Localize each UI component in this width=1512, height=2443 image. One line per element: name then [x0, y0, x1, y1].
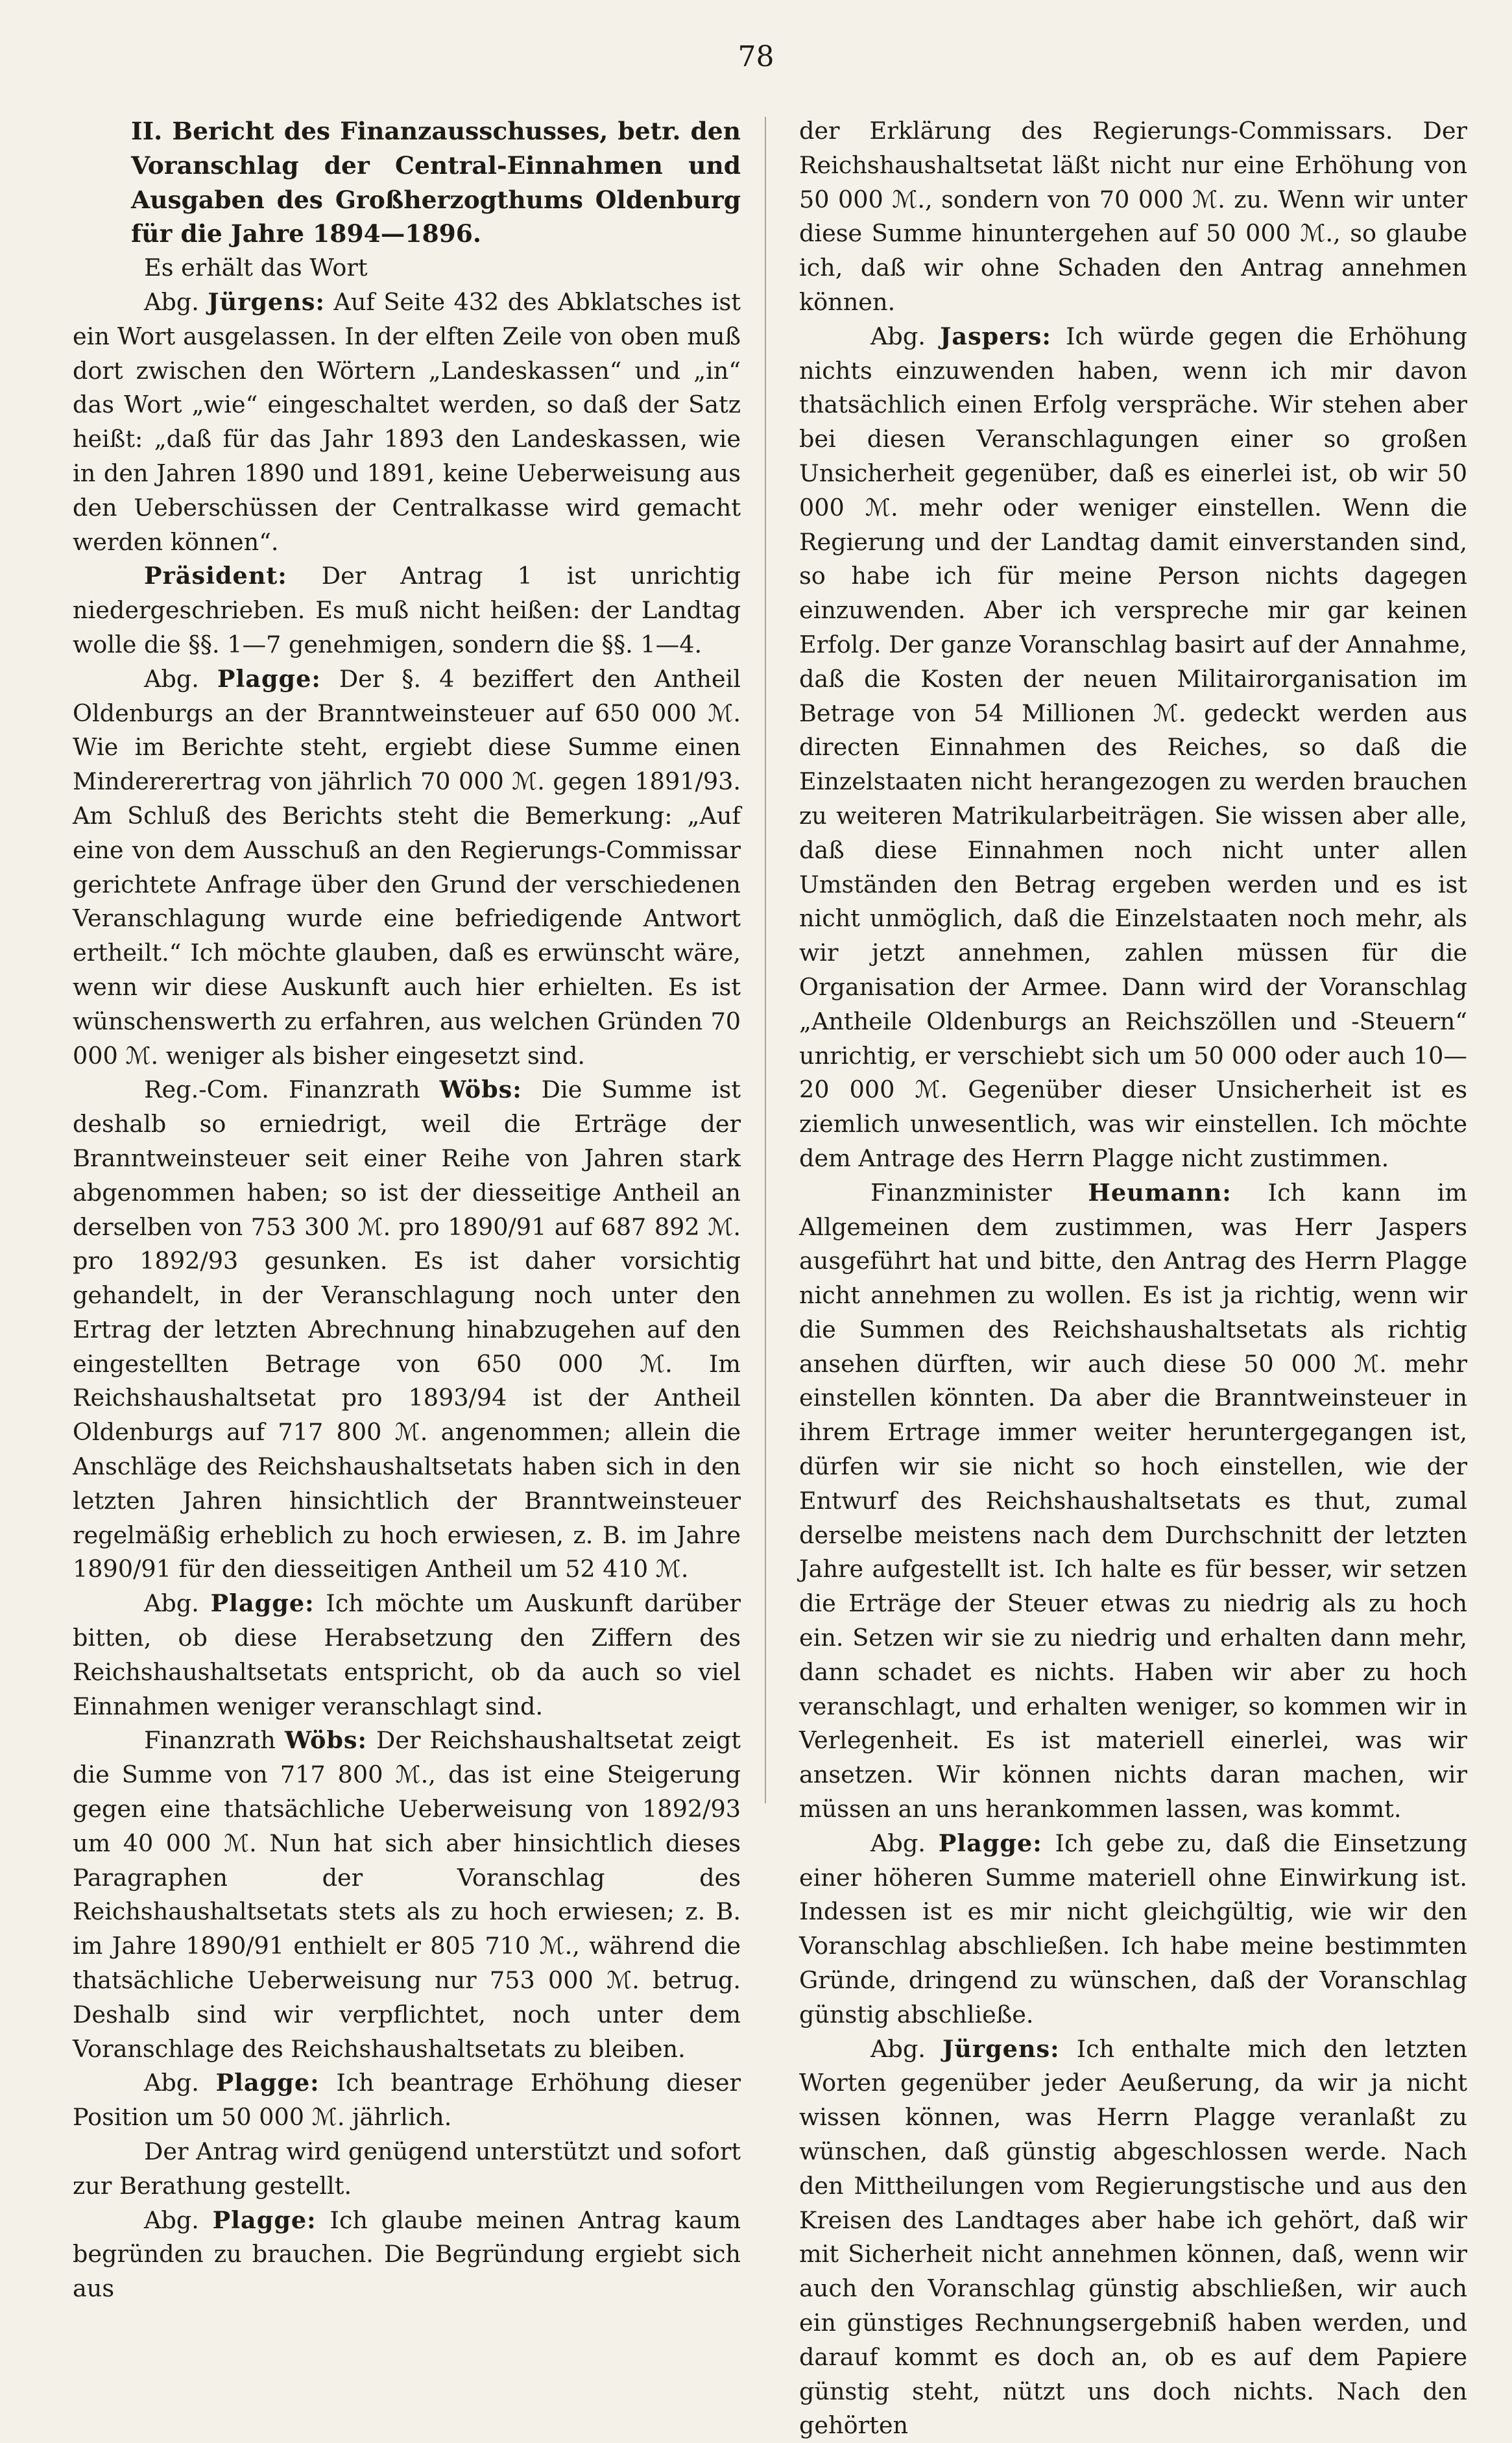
speaker-name: Wöbs:	[284, 1726, 368, 1755]
speech-text: Der Antrag 1 ist unrichtig niedergeschrieben. Es muß nicht heißen: der Landtag wolle die §§. 1—7 genehmigen, sondern die §§. 1—4.	[73, 562, 741, 658]
speaker-title: Abg.	[144, 1589, 211, 1618]
text-paragraph: Der Antrag wird genügend unterstützt und sofort zur Berathung gestellt.	[73, 2137, 741, 2200]
speech-text: Ich würde gegen die Erhöhung nichts einzuwenden haben, wenn ich mir davon thatsächlich einen Erfolg verspräche. Wir stehen aber bei diesen Veranschlagungen einer so großen Unsicherheit gegenüber, daß es einerlei ist, ob wir 50 000 ℳ. mehr oder weniger einstellen. Wenn die Regierung und der Landtag damit einverstanden sind, so habe ich für meine Person nichts dagegen einzuwenden. Aber ich verspreche mir gar keinen Erfolg. Der ganze Voranschlag basirt auf der Annahme, daß die Kosten der neuen Militairorganisation im Betrage von 54 Millionen ℳ. gedeckt werden aus directen Einnahmen des Reiches, so daß die Einzelstaaten nicht herangezogen zu werden brauchen zu weiteren Matrikularbeiträgen. Sie wissen aber alle, daß diese Einnahmen noch nicht unter allen Umständen den Betrag ergeben werden und es ist nicht unmöglich, daß die Einzelstaaten noch mehr, als wir jetzt annehmen, zahlen müssen für die Organisation der Armee. Dann wird der Voranschlag „Antheile Oldenburgs an Reichszöllen und -Steuern“ unrichtig, er verschiebt sich um 50 000 oder auch 10—20 000 ℳ. Gegenüber dieser Unsicherheit ist es ziemlich unwesentlich, was wir einstellen. Ich möchte dem Antrage des Herrn Plagge nicht zustimmen.	[799, 322, 1468, 1172]
right-column	[799, 114, 1467, 2443]
left-column	[73, 114, 741, 2306]
speaker-title: Finanzminister	[870, 1178, 1088, 1207]
speech-text: Ich glaube meinen Antrag kaum begründen zu brauchen. Die Begründung ergiebt sich aus	[73, 2206, 741, 2303]
speaker-title: Abg.	[870, 1829, 939, 1857]
speech-text: Auf Seite 432 des Abklatsches ist ein Wort ausgelassen. In der elften Zeile von oben muß dort zwischen den Wörtern „Landeskassen“ und „in“ das Wort „wie“ eingeschaltet werden, so daß der Satz heißt: „daß für das Jahr 1893 den Landeskassen, wie in den Jahren 1890 und 1891, keine Ueberweisung aus den Ueberschüssen der Centralkasse wird gemacht werden können“.	[73, 287, 741, 556]
speaker-title: Abg.	[144, 2069, 216, 2097]
speaker-title: Abg.	[144, 287, 208, 316]
speech-paragraph	[73, 1724, 741, 2066]
speech-paragraph	[73, 2204, 741, 2306]
speaker-title: Abg.	[870, 322, 941, 350]
speech-text: Ich gebe zu, daß die Einsetzung einer höheren Summe materiell ohne Einwirkung ist. Indessen ist es mir nicht gleichgültig, wie wir den Voranschlag abschließen. Ich habe meine bestimmten Gründe, dringend zu wünschen, daß der Voranschlag günstig abschließe.	[799, 1829, 1468, 2028]
speaker-title: Abg.	[870, 2034, 942, 2063]
text-paragraph: Es erhält das Wort	[144, 254, 368, 282]
speech-text: Ich enthalte mich den letzten Worten gegenüber jeder Aeußerung, da wir ja nicht wissen können, was Herrn Plagge veranlaßt zu wünschen, daß günstig abgeschlossen werde. Nach den Mittheilungen vom Regierungstische und aus den Kreisen des Landtages aber habe ich gehört, daß wir mit Sicherheit nicht annehmen können, daß, wenn wir auch den Voranschlag günstig abschließen, wir auch ein günstiges Rechnungsergebniß haben werden, und darauf kommt es doch an, ob es auf dem Papiere günstig steht, nützt uns doch nichts. Nach den gehörten	[799, 2034, 1468, 2440]
speaker-name: Plagge:	[215, 2069, 320, 2097]
speech-paragraph	[799, 320, 1467, 1176]
column-divider	[765, 117, 766, 1803]
speaker-name: Jürgens:	[208, 287, 326, 316]
speaker-name: Plagge:	[212, 2206, 317, 2234]
speech-text: Ich kann im Allgemeinen dem zustimmen, was Herr Jaspers ausgeführt hat und bitte, den Antrag des Herrn Plagge nicht annehmen zu wollen. Es ist ja richtig, wenn wir die Summen des Reichshaushaltsetats als richtig ansehen dürften, wir auch diese 50 000 ℳ. mehr einstellen könnten. Da aber die Branntweinsteuer in ihrem Ertrage immer weiter heruntergegangen ist, dürfen wir sie nicht so hoch einstellen, wie der Entwurf des Reichshaushaltsetats es thut, zumal derselbe meistens nach dem Durchschnitt der letzten Jahre aufgestellt ist. Ich halte es für besser, wir setzen die Erträge der Steuer etwas zu niedrig als zu hoch ein. Setzen wir sie zu niedrig und erhalten dann mehr, dann schadet es nichts. Haben wir aber zu hoch veranschlagt, und erhalten weniger, so kommen wir in Verlegenheit. Es ist materiell einerlei, was wir ansetzen. Wir können nichts daran machen, wir müssen an uns herankommen lassen, was kommt.	[799, 1178, 1467, 1823]
continued-paragraph: der Erklärung des Regierungs-Commissars. Der Reichshaushaltsetat läßt nicht nur eine Erhöhung von 50 000 ℳ., sondern von 70 000 ℳ. zu. Wenn wir unter diese Summe hinuntergehen auf 50 000 ℳ., so glaube ich, daß wir ohne Schaden den Antrag annehmen können.	[799, 117, 1467, 316]
speech-paragraph	[799, 1827, 1467, 2032]
speaker-title: Reg.-Com. Finanzrath	[144, 1076, 440, 1104]
speech-text: Ich möchte um Auskunft darüber bitten, ob diese Herabsetzung den Ziffern des Reichshaushaltsetats entspricht, ob da auch so viel Einnahmen weniger veranschlagt sind.	[73, 1589, 741, 1720]
page-number: 78	[738, 40, 774, 73]
speaker-name: Plagge:	[217, 664, 321, 693]
speaker-name: Jürgens:	[942, 2034, 1060, 2063]
speaker-title: Finanzrath	[144, 1726, 285, 1755]
speech-paragraph	[799, 2032, 1467, 2443]
speech-text: Ich beantrage Erhöhung dieser Position um 50 000 ℳ. jährlich.	[73, 2069, 741, 2132]
speaker-name: Präsident:	[144, 562, 287, 590]
speech-paragraph	[73, 1587, 741, 1724]
speech-paragraph	[73, 2066, 741, 2135]
speech-text: Der §. 4 beziffert den Antheil Oldenburgs an der Branntweinsteuer auf 650 000 ℳ. Wie im Berichte steht, ergiebt diese Summe einen Mindererertrag von jährlich 70 000 ℳ. gegen 1891/93. Am Schluß des Berichts steht die Bemerkung: „Auf eine von dem Ausschuß an den Regierungs-Commissar gerichtete Anfrage über den Grund der verschiedenen Veranschlagung wurde eine befriedigende Antwort ertheilt.“ Ich möchte glauben, daß es erwünscht wäre, wenn wir diese Auskunft auch hier erhielten. Es ist wünschenswerth zu erfahren, aus welchen Gründen 70 000 ℳ. weniger als bisher eingesetzt sind.	[73, 664, 741, 1070]
speech-paragraph	[73, 285, 741, 559]
speech-text: Der Reichshaushaltsetat zeigt die Summe von 717 800 ℳ., das ist eine Steigerung gegen eine thatsächliche Ueberweisung von 1892/93 um 40 000 ℳ. Nun hat sich aber hinsichtlich dieses Paragraphen der Voranschlag des Reichshaushaltsetats stets als zu hoch erwiesen; z. B. im Jahre 1890/91 enthielt er 805 710 ℳ., während die thatsächliche Ueberweisung nur 753 000 ℳ. betrug. Deshalb sind wir verpflichtet, noch unter dem Voranschlage des Reichshaushaltsetats zu bleiben.	[73, 1726, 741, 2063]
speaker-name: Jaspers:	[940, 322, 1051, 350]
speech-paragraph	[799, 1176, 1467, 1827]
speaker-name: Plagge:	[938, 1829, 1042, 1857]
speaker-name: Plagge:	[210, 1589, 315, 1618]
speaker-title: Abg.	[144, 664, 217, 693]
speaker-name: Wöbs:	[439, 1076, 522, 1104]
speaker-title: Abg.	[144, 2206, 213, 2234]
speech-paragraph	[73, 662, 741, 1074]
speech-paragraph	[73, 1073, 741, 1587]
report-heading: II. Bericht des Finanzausschusses, betr. den Voranschlag der Central-Einnahmen und Ausgaben des Großherzogthums Oldenburg für die Jahre 1894—1896.	[131, 117, 741, 248]
speech-paragraph	[73, 559, 741, 662]
speaker-name: Heumann:	[1088, 1178, 1232, 1207]
speech-text: Die Summe ist deshalb so erniedrigt, weil die Erträge der Branntweinsteuer seit einer Reihe von Jahren stark abgenommen haben; so ist der diesseitige Antheil an derselben von 753 300 ℳ. pro 1890/91 auf 687 892 ℳ. pro 1892/93 gesunken. Es ist daher vorsichtig gehandelt, in der Veranschlagung noch unter den Ertrag der letzten Abrechnung hinabzugehen auf den eingestellten Betrage von 650 000 ℳ. Im Reichshaushaltsetat pro 1893/94 ist der Antheil Oldenburgs auf 717 800 ℳ. angenommen; allein die Anschläge des Reichshaushaltsetats haben sich in den letzten Jahren hinsichtlich der Branntweinsteuer regelmäßig erheblich zu hoch erwiesen, z. B. im Jahre 1890/91 für den diesseitigen Antheil um 52 410 ℳ.	[73, 1076, 741, 1583]
